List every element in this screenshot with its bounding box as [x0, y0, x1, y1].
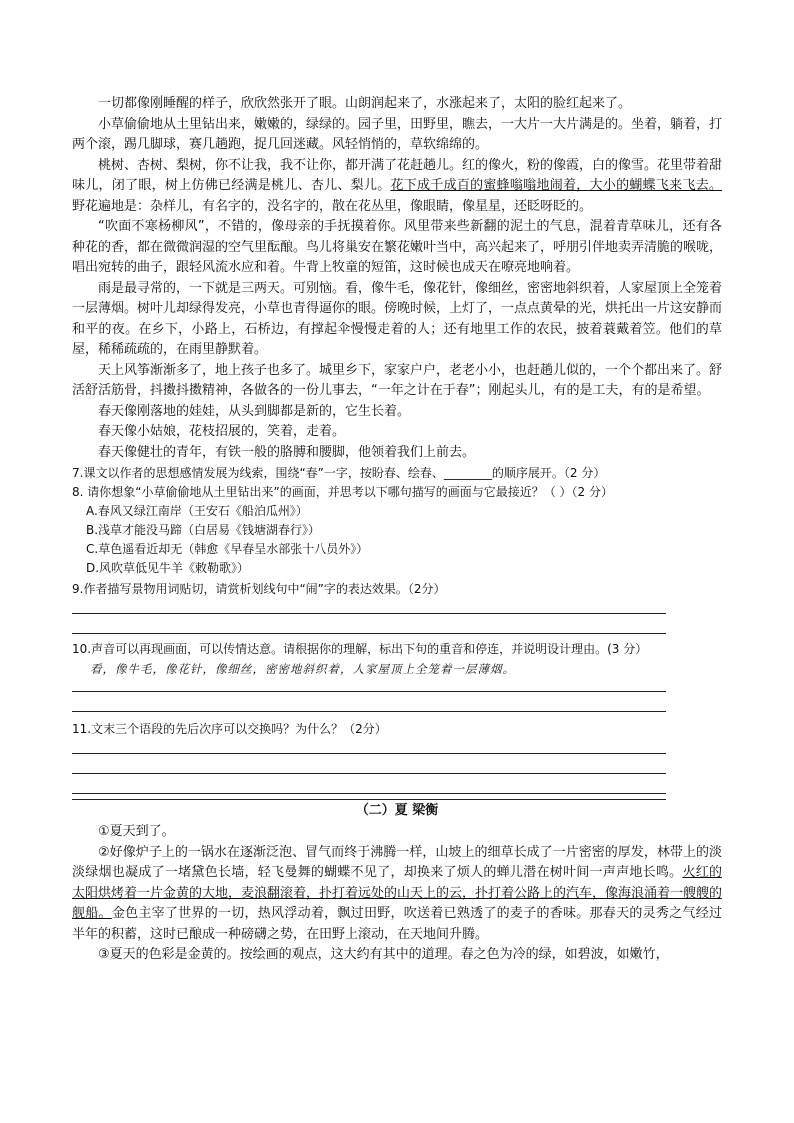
question-8-option-d[interactable]: D.风吹草低见牛羊《敕勒歌》）: [86, 561, 250, 575]
underlined-sentence-sun: 火红的太阳烘烤着一片金黄的大地，麦浪翻滚着，扑打着远处的山天上的云，扑打着公路上的汽车，像海浪涌着一艘艘的舰船。: [72, 865, 723, 921]
question-7-blank[interactable]: ________: [443, 466, 492, 480]
para-8: 春天像小姑娘，花枝招展的，笑着，走着。: [98, 424, 346, 439]
para-2: 小草偷偷地从土里钻出来，嫩嫩的，绿绿的。园子里，田野里，瞧去，一大片一大片满是的。坐着，躺着，打两个滚，踢几脚球，赛几趟跑，捉几回迷藏。风轻悄悄的，草软绵绵的。: [72, 116, 723, 152]
answer-line-q9-1[interactable]: [72, 613, 666, 614]
para-3-text-a: 桃树、杏树、梨树，你不让我，我不让你，都开满了花赶趟儿。红的像火，粉的像霞，白的像雪。花里带着甜味儿，闭了眼，树上仿佛已经满是桃儿、杏儿、梨儿。: [72, 157, 723, 193]
para-9: 春天像健壮的青年，有铁一般的胳膊和腰脚，他领着我们上前去。: [98, 444, 476, 460]
para-7: 春天像刚落地的娃娃，从头到脚都是新的，它生长着。: [98, 403, 411, 419]
answer-line-q10-2[interactable]: [72, 711, 666, 712]
s2-para-1: ①夏天到了。: [98, 824, 175, 839]
answer-line-q9-2[interactable]: [72, 633, 666, 634]
para-3-text-b: 野花遍地是：杂样儿，有名字的，没名字的，散在花丛里，像眼睛，像星星，还眨呀眨的。: [72, 198, 593, 214]
section-2-title: （二）夏 梁衡: [355, 803, 439, 818]
answer-line-q11-3[interactable]: [72, 793, 666, 794]
question-10: 10.声音可以再现画面，可以传情达意。请根据你的理解，标出下句的重音和停连，并说明设计理由。(3 分）: [72, 642, 648, 656]
question-9: 9.作者描写景物用词贴切，请赏析划线句中“闹”字的表达效果。（2分）: [72, 582, 446, 596]
answer-line-q11-2[interactable]: [72, 773, 666, 774]
para-4: “吹面不寒杨柳风”，不错的，像母亲的手抚摸着你。风里带来些新翻的泥土的气息，混着青草味儿，还有各种花的香，都在微微润湿的空气里酝酿。鸟儿将巢安在繁花嫩叶当中，高兴起来了，呼朋引伴地卖弄清脆的喉咙，唱出宛转的曲子，跟轻风流水应和着。牛背上牧童的短笛，这时候也成天在嘹亮地响着。: [72, 219, 723, 275]
para-1: 一切都像刚睡醒的样子，欣欣然张开了眼。山朗润起来了，水涨起来了，太阳的脸红起来了。: [98, 96, 632, 111]
para-5: 雨是最寻常的，一下就是三两天。可别恼。看，像牛毛，像花针，像细丝，密密地斜织着，人家屋顶上全笼着一层薄烟。树叶儿却绿得发亮，小草也青得逼你的眼。傍晚时候，上灯了，一点点黄晕的光，烘托出一片这安静而和平的夜。在乡下，小路上，石桥边，有撑起伞慢慢走着的人；还有地里工作的农民，披着蓑戴着笠。他们的草屋，稀稀疏疏的，在雨里静默着。: [72, 280, 723, 357]
question-8-option-b[interactable]: B.浅草才能没马蹄（白居易《钱塘湖春行》）: [86, 523, 321, 537]
question-8: 8. 请你想象“小草偷偷地从土里钻出来”的画面，并思考以下哪句描写的画面与它最接近？（ ）（2 分）: [72, 485, 613, 499]
answer-line-q10-1[interactable]: [72, 691, 666, 692]
question-7-text-a: 7.课文以作者的思想感情发展为线索，围绕“春”一字，按盼春、绘春、: [72, 466, 444, 480]
question-7-text-b: 的顺序展开。（2 分）: [491, 466, 606, 480]
s2-para-2: [72, 843, 722, 946]
document-page: [72, 94, 722, 966]
s2-para-3: ③夏天的色彩是金黄的。按绘画的观点，这大约有其中的道理。春之色为冷的绿，如碧波，如嫩竹，: [98, 947, 669, 962]
s2-para-2-text-a: ②好像炉子上的一锅水在逐渐泛泡、冒气而终于沸腾一样，山坡上的细草长成了一片密密的厚发，林带上的淡淡绿烟也凝成了一堵黛色长墙，轻飞曼舞的蝴蝶不见了，却换来了烦人的蝉儿潜在树叶间一声声地长鸣。: [72, 844, 722, 880]
s2-para-2-text-b: 金色主宰了世界的一切，热风浮动着，飘过田野，吹送着已熟透了的麦子的香味。那春天的灵秀之气经过半年的积蓄，这时已酿成一种磅礴之势，在田野上滚动，在天地间升腾。: [72, 906, 722, 942]
question-10-sentence: 看，像牛毛，像花针，像细丝，密密地斜织着，人家屋顶上全笼着一层薄烟。: [90, 662, 515, 676]
answer-line-q11-1[interactable]: [72, 753, 666, 754]
para-6: 天上风筝渐渐多了，地上孩子也多了。城里乡下，家家户户，老老小小，也赶趟儿似的，一个个都出来了。舒活舒活筋骨，抖擞抖擞精神，各做各的一份儿事去，“一年之计在于春”；刚起头儿，有的是工夫，有的是希望。: [72, 362, 723, 398]
para-3: [72, 156, 722, 218]
question-8-option-a[interactable]: A.春风又绿江南岸（王安石《船泊瓜州》）: [86, 504, 308, 518]
question-7: [72, 464, 722, 483]
question-8-option-c[interactable]: C.草色遥看近却无（韩愈《早春呈水部张十八员外》）: [86, 542, 369, 556]
underlined-sentence-bees: 花下成千成百的蜜蜂嗡嗡地闹着，大小的蝴蝶飞来飞去。: [390, 178, 722, 193]
question-11: 11.文末三个语段的先后次序可以交换吗？为什么？（2分）: [72, 722, 387, 736]
